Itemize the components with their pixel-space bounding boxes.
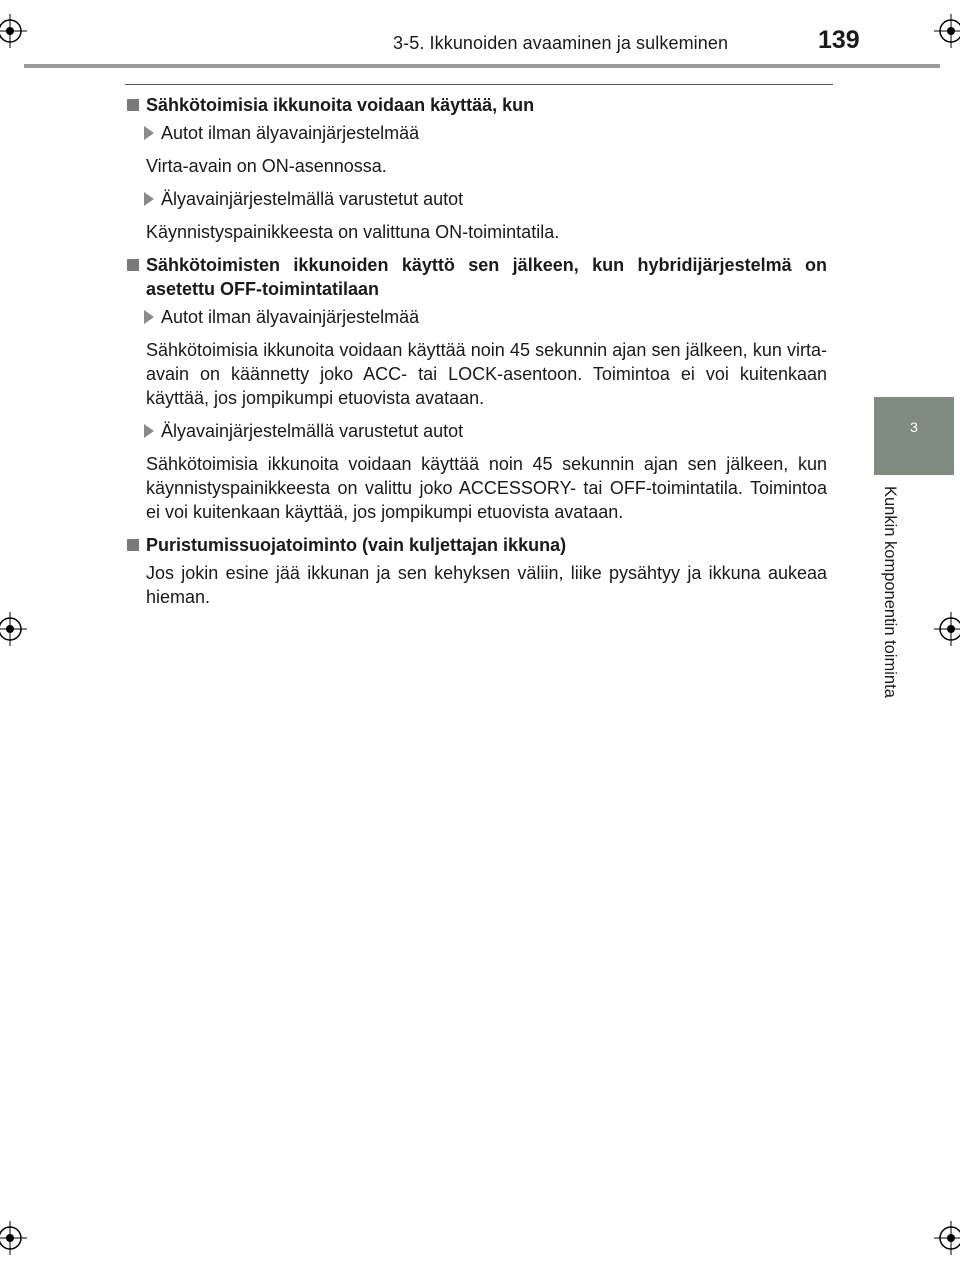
registration-mark-icon bbox=[0, 612, 27, 646]
paragraph: Sähkötoimisia ikkunoita voidaan käyttää noin 45 sekunnin ajan sen jälkeen, kun virta-avain on käännetty joko ACC- tai LOCK-asentoon. Toimintoa ei voi kuitenkaan käyttää, jos jompikumpi etuovista avataan. bbox=[146, 340, 827, 408]
subsection-label bbox=[144, 419, 827, 443]
triangle-bullet-icon bbox=[144, 126, 154, 140]
section-heading bbox=[127, 93, 827, 117]
registration-mark-icon bbox=[934, 1221, 960, 1255]
page-content bbox=[127, 93, 827, 609]
registration-mark-icon bbox=[0, 14, 27, 48]
triangle-bullet-icon bbox=[144, 192, 154, 206]
subsection-label bbox=[144, 305, 827, 329]
section-heading-text: Sähkötoimisia ikkunoita voidaan käyttää, kun bbox=[146, 95, 535, 115]
section bbox=[127, 253, 827, 524]
subsection-label bbox=[144, 121, 827, 145]
chapter-number: 3 bbox=[910, 419, 918, 435]
header-rule bbox=[24, 64, 940, 68]
content-rule bbox=[125, 84, 833, 85]
registration-mark-icon bbox=[934, 14, 960, 48]
page-number: 139 bbox=[818, 26, 860, 54]
square-bullet-icon bbox=[127, 259, 139, 271]
triangle-bullet-icon bbox=[144, 310, 154, 324]
chapter-title-area bbox=[876, 486, 906, 726]
subsection-label bbox=[144, 187, 827, 211]
section-heading-text: Sähkötoimisten ikkunoiden käyttö sen jälkeen, kun hybridijärjestelmä on asetettu OFF-toimintatilaan bbox=[146, 255, 827, 299]
chapter-title: Kunkin komponentin toiminta bbox=[881, 486, 899, 698]
triangle-bullet-icon bbox=[144, 424, 154, 438]
section-heading bbox=[127, 253, 827, 301]
section bbox=[127, 533, 827, 609]
subsection-label-text: Älyavainjärjestelmällä varustetut autot bbox=[161, 421, 464, 441]
running-header: 3-5. Ikkunoiden avaaminen ja sulkeminen bbox=[393, 33, 729, 53]
registration-mark-icon bbox=[0, 1221, 27, 1255]
subsection-label-text: Älyavainjärjestelmällä varustetut autot bbox=[161, 189, 464, 209]
section-heading bbox=[127, 533, 827, 557]
section bbox=[127, 93, 827, 244]
paragraph: Jos jokin esine jää ikkunan ja sen kehyksen väliin, liike pysähtyy ja ikkuna aukeaa hieman. bbox=[146, 563, 827, 607]
registration-mark-icon bbox=[934, 612, 960, 646]
chapter-tab bbox=[874, 397, 954, 475]
subsection-label-text: Autot ilman älyavainjärjestelmää bbox=[161, 307, 420, 327]
square-bullet-icon bbox=[127, 99, 139, 111]
subsection-label-text: Autot ilman älyavainjärjestelmää bbox=[161, 123, 420, 143]
paragraph: Virta-avain on ON-asennossa. bbox=[146, 156, 387, 176]
square-bullet-icon bbox=[127, 539, 139, 551]
paragraph: Käynnistyspainikkeesta on valittuna ON-toimintatila. bbox=[146, 222, 560, 242]
section-heading-text: Puristumissuojatoiminto (vain kuljettajan ikkuna) bbox=[146, 535, 567, 555]
paragraph: Sähkötoimisia ikkunoita voidaan käyttää noin 45 sekunnin ajan sen jälkeen, kun käynnistyspainikkeesta on valittu joko ACCESSORY- tai OFF-toimintatila. Toimintoa ei voi kuitenkaan käyttää, jos jompikumpi etuovista avataan. bbox=[146, 454, 827, 522]
